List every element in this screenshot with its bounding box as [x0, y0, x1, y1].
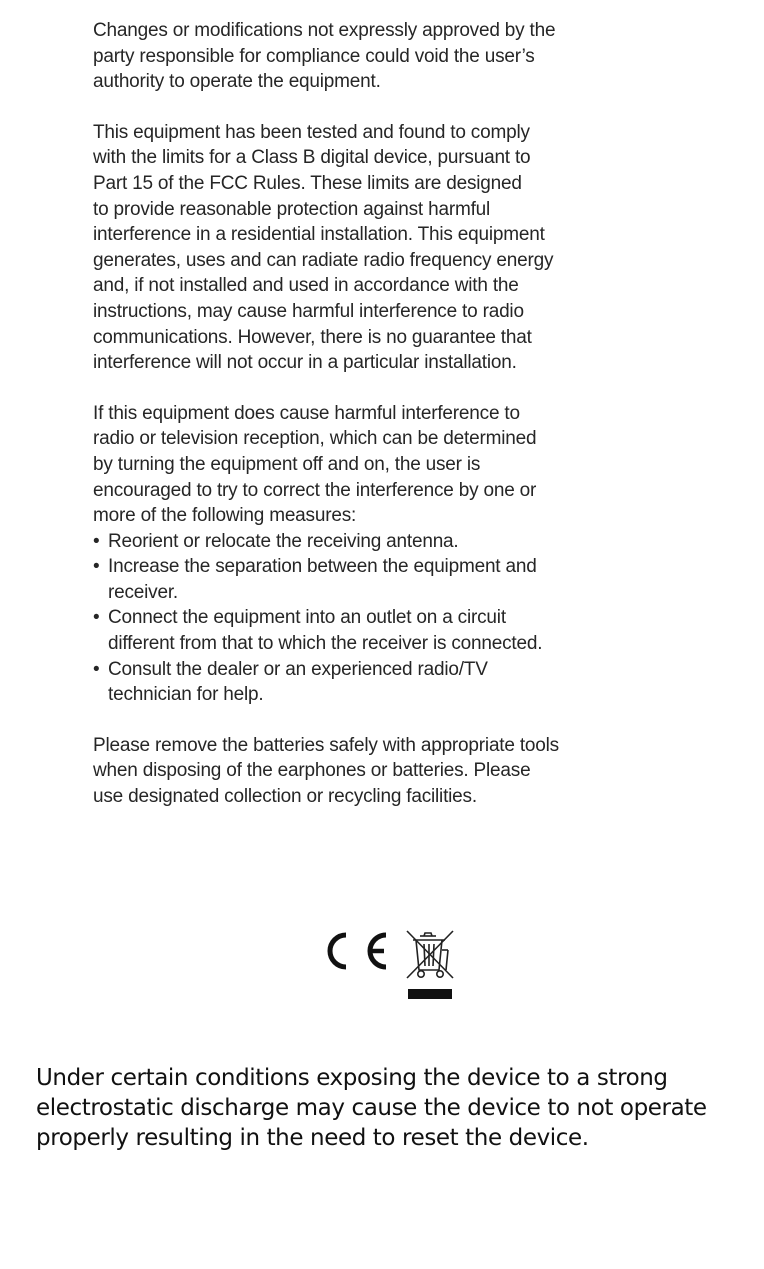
list-item — [93, 529, 683, 555]
bullet-symbol: • — [93, 556, 100, 578]
battery-disposal-paragraph — [93, 733, 683, 810]
bullet-line — [93, 657, 683, 683]
list-item — [93, 554, 683, 605]
text-line: radio or television reception, which can be determined — [93, 428, 537, 450]
text-line: interference in a residential installation. This equipment — [93, 224, 545, 246]
text-line: instructions, may cause harmful interference to radio — [93, 300, 524, 322]
text-line: Part 15 of the FCC Rules. These limits are designed — [93, 172, 522, 194]
fcc-notice — [93, 18, 683, 810]
measures-list — [93, 529, 683, 708]
text-line: If this equipment does cause harmful interference to — [93, 402, 520, 424]
interference-measures-paragraph — [93, 401, 683, 529]
compliance-marks — [312, 926, 462, 1004]
text-line: This equipment has been tested and found to comply — [93, 121, 530, 143]
modification-warning-paragraph — [93, 18, 683, 95]
text-line: with the limits for a Class B digital device, pursuant to — [93, 147, 531, 169]
text-line: encouraged to try to correct the interference by one or — [93, 479, 537, 501]
text-line: party responsible for compliance could void the user’s — [93, 45, 535, 67]
text-line: generates, uses and can radiate radio frequency energy — [93, 249, 554, 271]
text-line: communications. However, there is no guarantee that — [93, 326, 532, 348]
measure-text-continued: technician for help. — [108, 684, 264, 706]
measure-text: Connect the equipment into an outlet on a circuit — [108, 607, 506, 629]
paragraph-spacer — [93, 95, 683, 120]
measure-text: Increase the separation between the equipment and — [108, 556, 537, 578]
text-line: and, if not installed and used in accordance with the — [93, 275, 519, 297]
paragraph-spacer — [93, 708, 683, 733]
measure-text: Consult the dealer or an experienced radio/TV — [108, 658, 488, 680]
paragraph-spacer — [93, 376, 683, 401]
bullet-line — [93, 554, 683, 580]
text-line: by turning the equipment off and on, the user is — [93, 453, 481, 475]
text-line: more of the following measures: — [93, 505, 357, 527]
bullet-line — [93, 605, 683, 631]
bullet-symbol: • — [93, 530, 100, 552]
text-line: when disposing of the earphones or batteries. Please — [93, 760, 531, 782]
list-item — [93, 605, 683, 656]
text-line: to provide reasonable protection against harmful — [93, 198, 491, 220]
text-line: use designated collection or recycling facilities. — [93, 786, 477, 808]
text-line: Changes or modifications not expressly approved by the — [93, 20, 556, 41]
ce-mark-icon — [312, 926, 394, 976]
text-line: authority to operate the equipment. — [93, 71, 381, 93]
text-line: electrostatic discharge may cause the device to not operate — [36, 1095, 707, 1121]
measure-text-continued: receiver. — [108, 581, 179, 603]
list-item — [93, 657, 683, 708]
measure-text: Reorient or relocate the receiving antenna. — [108, 530, 459, 552]
text-line: interference will not occur in a particular installation. — [93, 352, 517, 374]
crossed-out-wheelie-bin-icon — [404, 926, 456, 1002]
text-line: Under certain conditions exposing the device to a strong — [36, 1065, 668, 1091]
class-b-compliance-paragraph — [93, 120, 683, 376]
electrostatic-discharge-warning — [36, 1063, 746, 1153]
text-line: properly resulting in the need to reset the device. — [36, 1125, 589, 1151]
bullet-symbol: • — [93, 658, 100, 680]
bullet-symbol: • — [93, 607, 100, 629]
text-line: Please remove the batteries safely with appropriate tools — [93, 734, 559, 756]
bullet-line — [93, 529, 683, 555]
measure-text-continued: different from that to which the receiver is connected. — [108, 633, 543, 655]
